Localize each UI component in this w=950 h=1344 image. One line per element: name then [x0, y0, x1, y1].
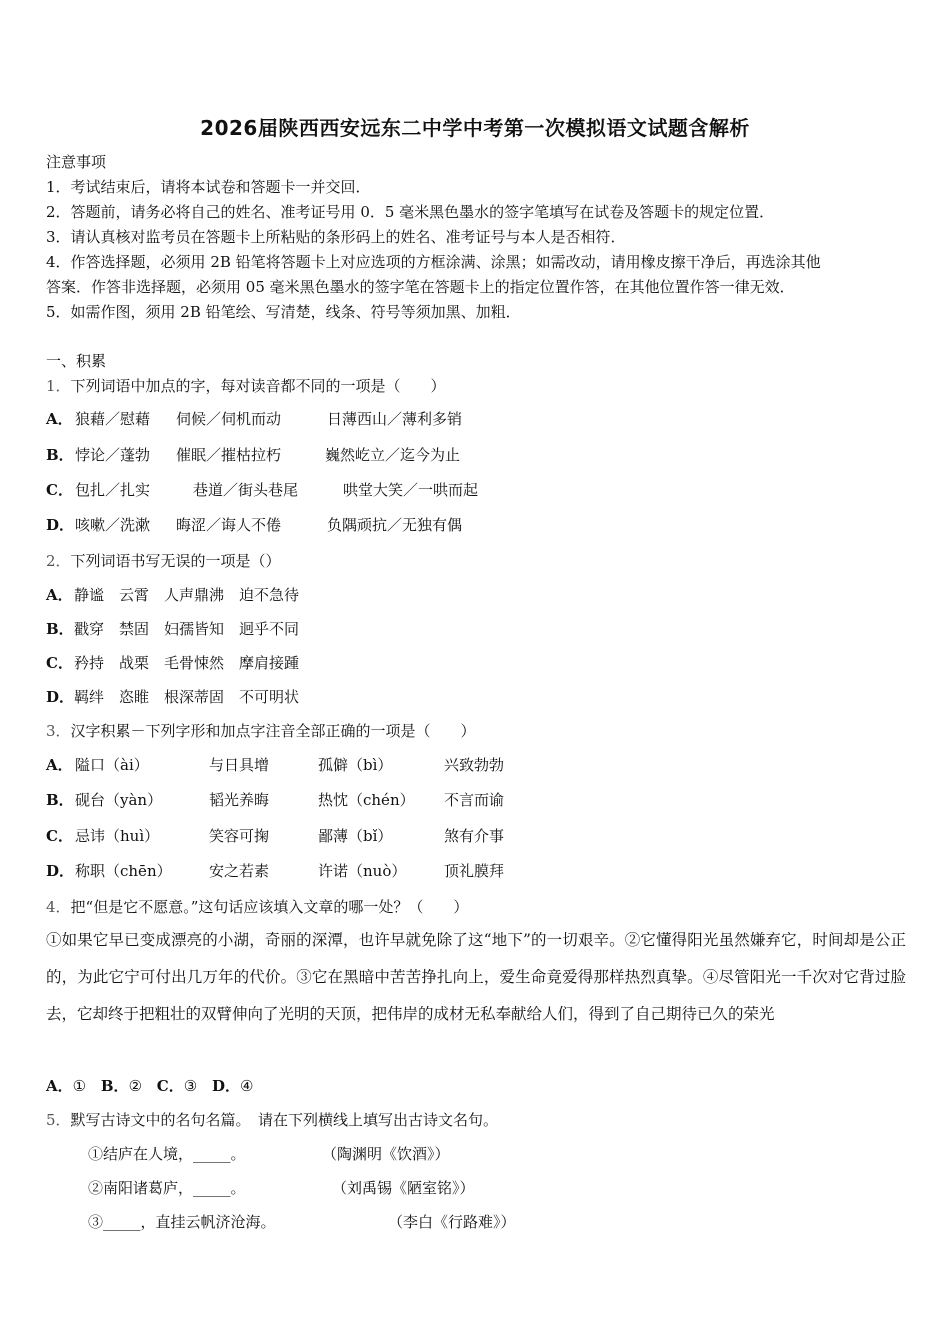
option-text: 巍然屹立／迄今为止	[325, 446, 461, 464]
option-label: A．	[46, 410, 73, 428]
notice-heading: 注意事项	[46, 153, 107, 171]
option-text: 羁绊 恣睢 根深蒂固 不可明状	[74, 688, 300, 706]
question-number: 2．	[46, 552, 71, 570]
option-text: 安之若素	[209, 862, 270, 880]
option-label: C．	[46, 654, 73, 672]
option-text: 孤僻（bì）	[318, 756, 393, 774]
question-stem: 把“但是它不愿意。”这句话应该填入文章的哪一处？（ ）	[70, 898, 469, 916]
option-text: 日薄西山／薄利多销	[327, 410, 463, 428]
option-text: 忌讳（huì）	[75, 827, 160, 845]
q5-line-2: ②南阳诸葛庐，_____。	[88, 1179, 246, 1197]
option-text: 鄙薄（bǐ）	[318, 827, 393, 845]
question-1	[46, 376, 446, 396]
option-label: C．	[46, 481, 73, 499]
notice-item-4: 4．作答选择题，必须用 2B 铅笔将答题卡上对应选项的方框涂满、涂黑；如需改动，请用橡皮擦干净后，再选涂其他	[46, 253, 821, 271]
q5-source-3: （李白《行路难》）	[388, 1213, 516, 1231]
option-text: 许诺（nuò）	[318, 862, 407, 880]
option-text: 咳嗽／洗漱	[75, 516, 151, 534]
option-text: 隘口（ài）	[75, 756, 149, 774]
q2-option-a	[46, 585, 299, 605]
option-text: 戳穿 禁固 妇孺皆知 迥乎不同	[74, 620, 300, 638]
option-text: 巷道／街头巷尾	[193, 481, 299, 499]
option-text: 催眠／摧枯拉朽	[176, 446, 282, 464]
option-label: B．	[46, 791, 74, 809]
question-4	[46, 897, 468, 917]
notice-item-2: 2．答题前，请务必将自己的姓名、准考证号用 0．5 毫米黑色墨水的签字笔填写在试卷及答题卡的规定位置．	[46, 203, 775, 221]
option-text: 晦涩／诲人不倦	[176, 516, 282, 534]
option-label: C．	[46, 827, 73, 845]
question-number: 3．	[46, 722, 71, 740]
q3-option-a	[46, 755, 74, 775]
q3-option-d	[46, 861, 74, 881]
option-text: 与日具增	[209, 756, 270, 774]
option-text: 负隅顽抗／无独有偶	[327, 516, 463, 534]
section-heading: 一、积累	[46, 352, 107, 370]
question-stem: 汉字积累－下列字形和加点字注音全部正确的一项是（ ）	[70, 722, 476, 740]
option-text: 狼藉／慰藉	[75, 410, 151, 428]
q1-option-a	[46, 409, 74, 429]
option-label: A．	[46, 1077, 73, 1095]
option-text: 顶礼膜拜	[444, 862, 505, 880]
q3-option-b	[46, 790, 74, 810]
option-label: D．	[211, 1077, 240, 1095]
notice-item-4-cont: 答案．作答非选择题，必须用 05 毫米黑色墨水的签字笔在答题卡上的指定位置作答，在其他位置作答一律无效．	[46, 278, 795, 296]
question-5	[46, 1110, 498, 1130]
option-text: 笑容可掬	[209, 827, 270, 845]
q5-line-3: ③_____，直挂云帆济沧海。	[88, 1213, 276, 1231]
option-label: D．	[46, 862, 75, 880]
option-text: 静谧 云霄 人声鼎沸 迫不急待	[74, 586, 300, 604]
option-label: A．	[46, 586, 73, 604]
option-text: 热忱（chén）	[318, 791, 415, 809]
option-text: 哄堂大笑／一哄而起	[343, 481, 479, 499]
option-text: 煞有介事	[444, 827, 505, 845]
option-text: 悖论／蓬勃	[75, 446, 151, 464]
option-label: B．	[100, 1077, 129, 1095]
q2-option-c	[46, 653, 299, 673]
option-label: C．	[156, 1077, 184, 1095]
option-label: A．	[46, 756, 73, 774]
question-stem: 下列词语书写无误的一项是（）	[70, 552, 281, 570]
option-text: ④	[240, 1077, 254, 1095]
question-number: 5．	[46, 1111, 71, 1129]
question-stem: 默写古诗文中的名句名篇。 请在下列横线上填写出古诗文名句。	[70, 1111, 499, 1129]
notice-item-5: 5．如需作图，须用 2B 铅笔绘、写清楚，线条、符号等须加黑、加粗．	[46, 303, 521, 321]
option-text: 称职（chēn）	[75, 862, 172, 880]
option-text: 不言而谕	[444, 791, 505, 809]
q5-source-2: （刘禹锡《陋室铭》）	[332, 1179, 475, 1197]
question-2	[46, 551, 281, 571]
notice-item-1: 1．考试结束后，请将本试卷和答题卡一并交回．	[46, 178, 371, 196]
option-text: ②	[128, 1077, 143, 1095]
option-text: ①	[72, 1077, 87, 1095]
option-text: 砚台（yàn）	[75, 791, 163, 809]
q1-option-d	[46, 515, 74, 535]
option-label: D．	[46, 688, 75, 706]
q5-line-1: ①结庐在人境，_____。	[88, 1145, 246, 1163]
q4-passage: ①如果它早已变成漂亮的小湖，奇丽的深潭，也许早就免除了这“地下”的一切艰辛。②它懂得阳光虽然嫌弃它，时间却是公正的，为此它宁可付出几万年的代价。③它在黑暗中苦苦挣扎向上，爱生命竟爱得那样热烈真挚。④尽管阳光一千次对它背过脸去，它却终于把粗壮的双臂伸向了光明的天顶，把伟岸的成材无私奉献给人们，得到了自己期待已久的荣光	[46, 931, 906, 1023]
option-text: 兴致勃勃	[444, 756, 505, 774]
q1-option-c	[46, 480, 74, 500]
option-label: D．	[46, 516, 75, 534]
q3-option-c	[46, 826, 74, 846]
page-title: 2026届陕西西安远东二中学中考第一次模拟语文试题含解析	[200, 116, 750, 140]
notice-item-3: 3．请认真核对监考员在答题卡上所粘贴的条形码上的姓名、准考证号与本人是否相符．	[46, 228, 626, 246]
q4-options	[46, 1076, 253, 1096]
question-number: 1．	[46, 377, 71, 395]
q2-option-b	[46, 619, 299, 639]
question-3	[46, 721, 476, 741]
question-number: 4．	[46, 898, 71, 916]
question-stem: 下列词语中加点的字，每对读音都不同的一项是（ ）	[70, 377, 446, 395]
option-text: 矜持 战栗 毛骨悚然 摩肩接踵	[74, 654, 300, 672]
option-text: ③	[183, 1077, 198, 1095]
q2-option-d	[46, 687, 299, 707]
option-label: B．	[46, 446, 74, 464]
option-text: 包扎／扎实	[75, 481, 151, 499]
option-label: B．	[46, 620, 74, 638]
q1-option-b	[46, 445, 74, 465]
q5-source-1: （陶渊明《饮酒》）	[322, 1145, 450, 1163]
option-text: 韬光养晦	[209, 791, 270, 809]
option-text: 伺候／伺机而动	[176, 410, 282, 428]
